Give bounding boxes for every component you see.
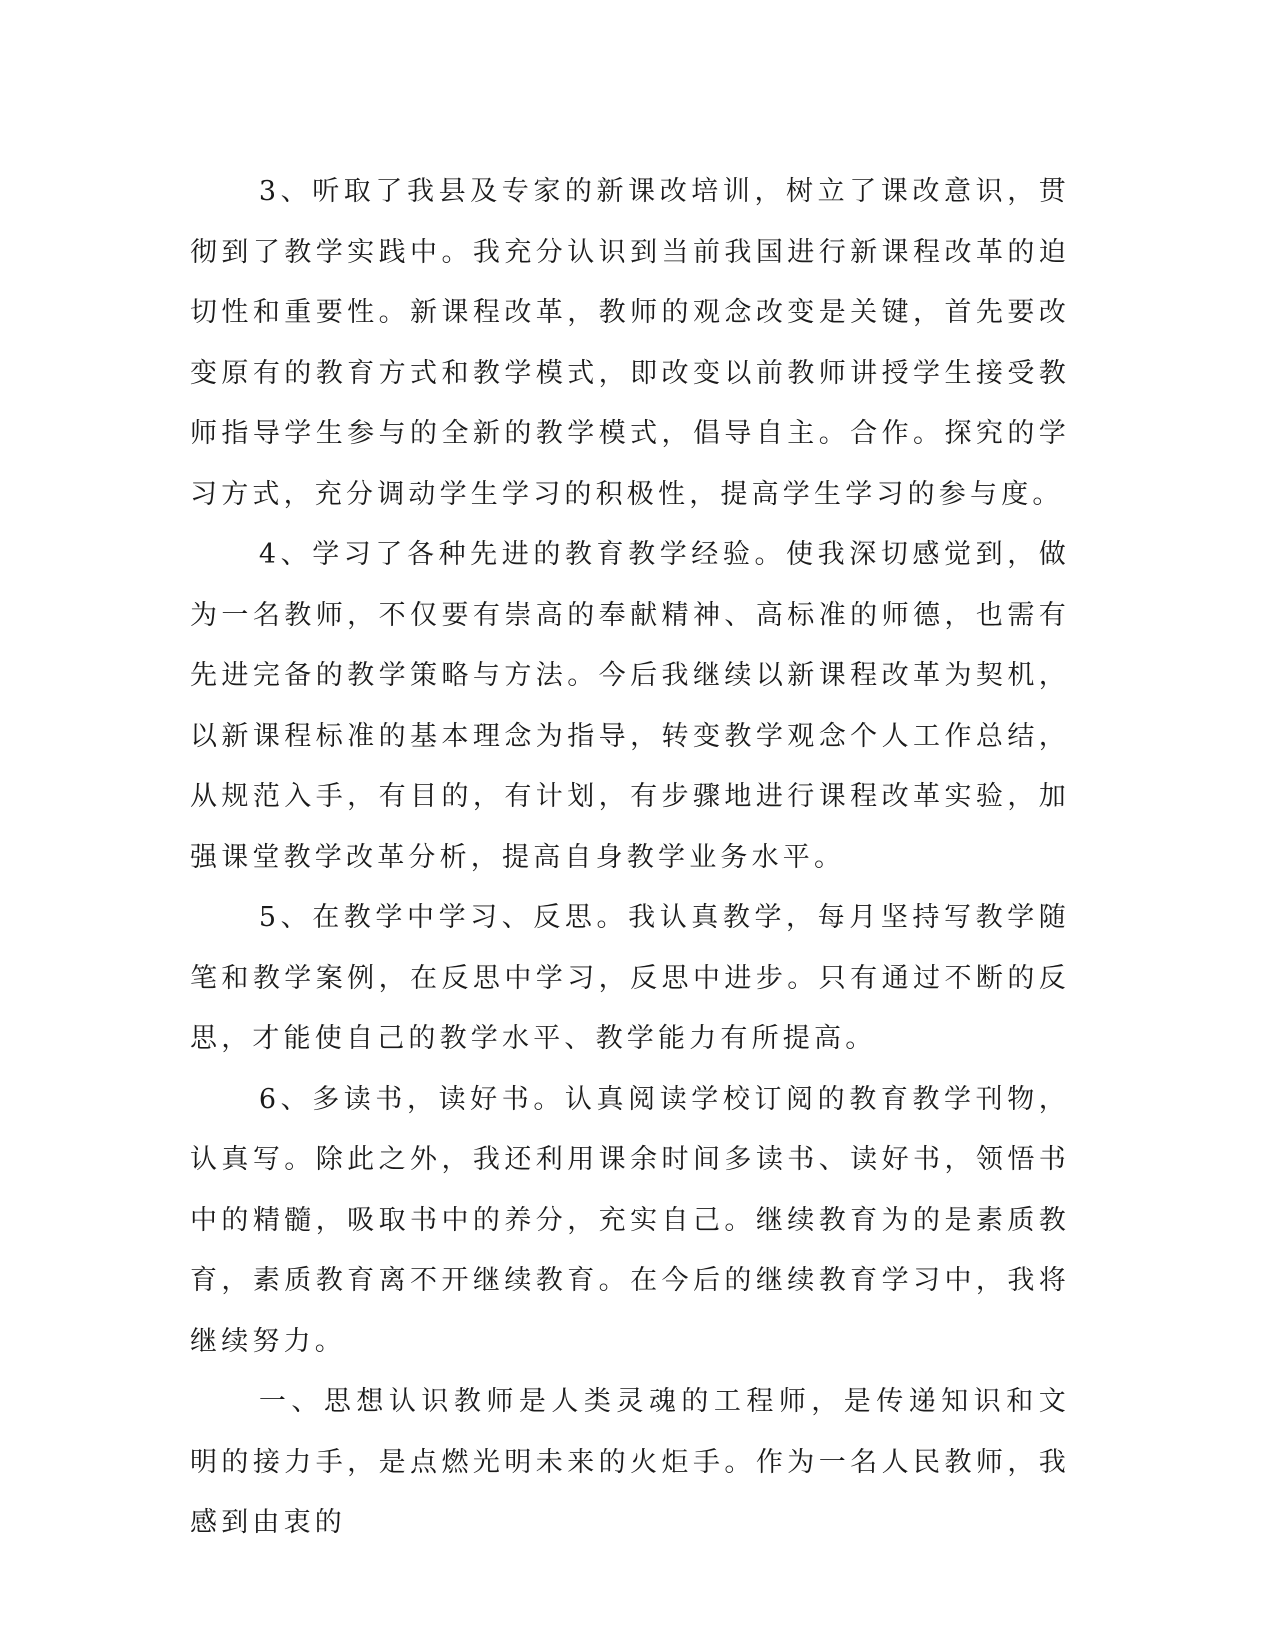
- document-body: [190, 162, 1070, 1554]
- paragraph-5-reflection: 5、在教学中学习、反思。我认真教学，每月坚持写教学随笔和教学案例，在反思中学习，反思中进步。只有通过不断的反思，才能使自己的教学水平、教学能力有所提高。: [190, 902, 1070, 1054]
- paragraph-3-training: 3、听取了我县及专家的新课改培训，树立了课改意识，贯彻到了教学实践中。我充分认识到当前我国进行新课程改革的迫切性和重要性。新课程改革，教师的观念改变是关键，首先要改变原有的教育方式和教学模式，即改变以前教师讲授学生接受教师指导学生参与的全新的教学模式，倡导自主。合作。探究的学习方式，充分调动学生学习的积极性，提高学生学习的参与度。: [190, 176, 1070, 510]
- paragraph-4-experience: 4、学习了各种先进的教育教学经验。使我深切感觉到，做为一名教师，不仅要有崇高的奉献精神、高标准的师德，也需有先进完备的教学策略与方法。今后我继续以新课程改革为契机，以新课程标准的基本理念为指导，转变教学观念个人工作总结，从规范入手，有目的，有计划，有步骤地进行课程改革实验，加强课堂教学改革分析，提高自身教学业务水平。: [190, 539, 1070, 873]
- paragraph-section-one: 一、思想认识教师是人类灵魂的工程师，是传递知识和文明的接力手，是点燃光明未来的火炬手。作为一名人民教师，我感到由衷的: [190, 1386, 1070, 1538]
- paragraph-6-reading: 6、多读书，读好书。认真阅读学校订阅的教育教学刊物，认真写。除此之外，我还利用课余时间多读书、读好书，领悟书中的精髓，吸取书中的养分，充实自己。继续教育为的是素质教育，素质教育离不开继续教育。在今后的继续教育学习中，我将继续努力。: [190, 1083, 1070, 1357]
